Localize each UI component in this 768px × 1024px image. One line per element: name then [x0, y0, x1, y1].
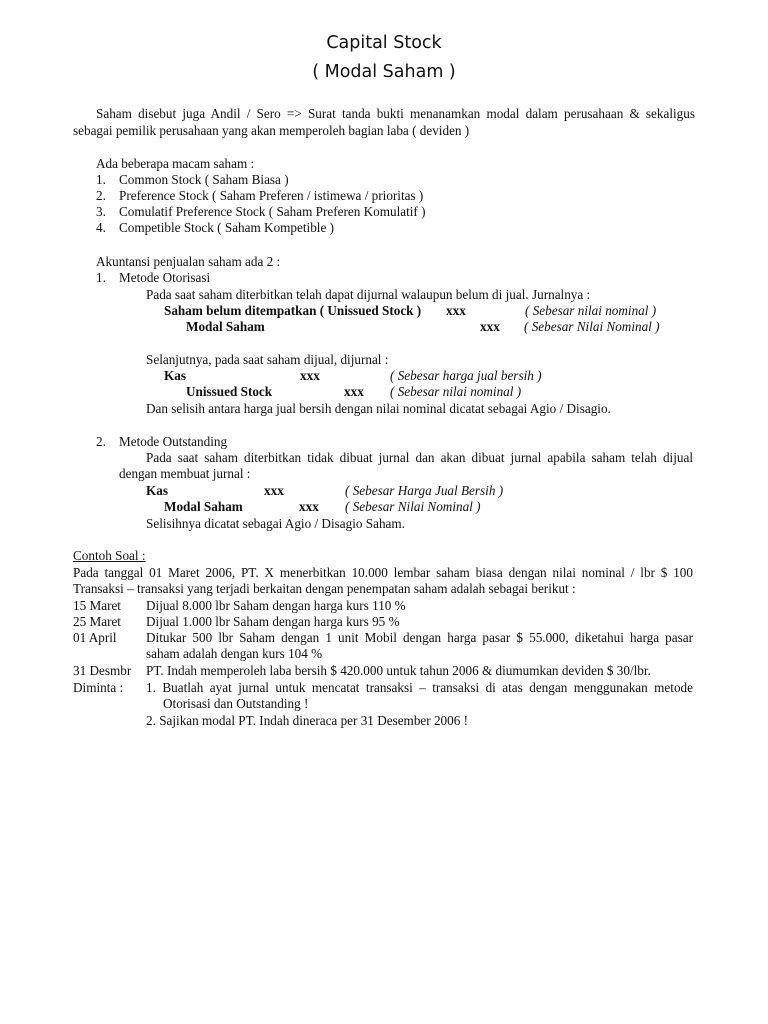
asked-label: Diminta :	[73, 680, 124, 695]
journal-account: Saham belum ditempatkan ( Unissued Stock )	[164, 303, 422, 318]
list-item-num: 4.	[96, 220, 106, 235]
page-title: Capital Stock	[326, 33, 442, 53]
journal-note: ( Sebesar harga jual bersih )	[390, 368, 542, 383]
transaction-date: 15 Maret	[73, 598, 121, 613]
method1-description: Pada saat saham diterbitkan telah dapat dijurnal walaupun belum di jual. Jurnalnya :	[146, 287, 591, 302]
method2-description-1: Pada saat saham diterbitkan tidak dibuat jurnal dan akan dibuat jurnal apabila saham telah dijual	[146, 450, 693, 465]
method1-then: Selanjutnya, pada saat saham dijual, dijurnal :	[146, 352, 389, 367]
asked-item: 2. Sajikan modal PT. Indah dineraca per 31 Desember 2006 !	[146, 713, 469, 728]
list-item: Common Stock ( Saham Biasa )	[119, 172, 289, 187]
method2-description-2: dengan membuat jurnal :	[119, 466, 251, 481]
transaction-date: 25 Maret	[73, 614, 121, 629]
intro-line-1: Saham disebut juga Andil / Sero => Surat tanda bukti menanamkan modal dalam perusahaan & sekaligus	[96, 106, 695, 121]
example-line-2: Transaksi – transaksi yang terjadi berkaitan dengan penempatan saham adalah sebagai berikut :	[73, 581, 576, 596]
asked-item: 1. Buatlah ayat jurnal untuk mencatat transaksi – transaksi di atas dengan menggunakan metode	[146, 680, 693, 695]
transaction-text: Ditukar 500 lbr Saham dengan 1 unit Mobil dengan harga pasar $ 55.000, diketahui harga pasar	[146, 630, 693, 645]
method2-footer: Selisihnya dicatat sebagai Agio / Disagio Saham.	[146, 516, 405, 531]
example-heading: Contoh Soal :	[73, 548, 146, 563]
journal-account: Modal Saham	[186, 319, 265, 334]
journal-note: ( Sebesar Nilai Nominal )	[345, 499, 481, 514]
method1-footer: Dan selisih antara harga jual bersih dengan nilai nominal dicatat sebagai Agio / Disagio.	[146, 401, 611, 416]
journal-amount: xxx	[299, 499, 319, 514]
list-item: Competible Stock ( Saham Kompetible )	[119, 220, 334, 235]
journal-amount: xxx	[300, 368, 320, 383]
types-heading: Ada beberapa macam saham :	[96, 156, 255, 171]
method1-title: Metode Otorisasi	[119, 270, 211, 285]
journal-amount: xxx	[480, 319, 500, 334]
journal-note: ( Sebesar Harga Jual Bersih )	[345, 483, 504, 498]
transaction-text: PT. Indah memperoleh laba bersih $ 420.000 untuk tahun 2006 & diumumkan deviden $ 30/lbr.	[146, 663, 651, 678]
method1-number: 1.	[96, 270, 106, 285]
journal-account: Kas	[164, 368, 186, 383]
list-item-num: 2.	[96, 188, 106, 203]
journal-amount: xxx	[344, 384, 364, 399]
intro-line-2: sebagai pemilik perusahaan yang akan memperoleh bagian laba ( deviden )	[73, 123, 470, 138]
accounting-heading: Akuntansi penjualan saham ada 2 :	[96, 254, 281, 269]
transaction-date: 31 Desmbr	[73, 663, 132, 678]
method2-title: Metode Outstanding	[119, 434, 228, 449]
list-item: Preference Stock ( Saham Preferen / istimewa / prioritas )	[119, 188, 424, 203]
transaction-text: Dijual 1.000 lbr Saham dengan harga kurs 95 %	[146, 614, 400, 629]
journal-account: Unissued Stock	[186, 384, 273, 399]
example-line-1: Pada tanggal 01 Maret 2006, PT. X menerbitkan 10.000 lembar saham biasa dengan nilai nominal / lbr $ 100	[73, 565, 693, 580]
journal-note: ( Sebesar Nilai Nominal )	[524, 319, 660, 334]
list-item-num: 3.	[96, 204, 106, 219]
journal-amount: xxx	[264, 483, 284, 498]
asked-item-cont: Otorisasi dan Outstanding !	[163, 696, 309, 711]
page-subtitle: ( Modal Saham )	[312, 62, 456, 82]
list-item: Comulatif Preference Stock ( Saham Preferen Komulatif )	[119, 204, 426, 219]
transaction-date: 01 April	[73, 630, 117, 645]
journal-account: Modal Saham	[164, 499, 243, 514]
journal-account: Kas	[146, 483, 168, 498]
transaction-text-cont: saham adalah dengan kurs 104 %	[146, 646, 323, 661]
journal-amount: xxx	[446, 303, 466, 318]
method2-number: 2.	[96, 434, 106, 449]
list-item-num: 1.	[96, 172, 106, 187]
journal-note: ( Sebesar nilai nominal )	[525, 303, 657, 318]
journal-note: ( Sebesar nilai nominal )	[390, 384, 522, 399]
transaction-text: Dijual 8.000 lbr Saham dengan harga kurs 110 %	[146, 598, 406, 613]
